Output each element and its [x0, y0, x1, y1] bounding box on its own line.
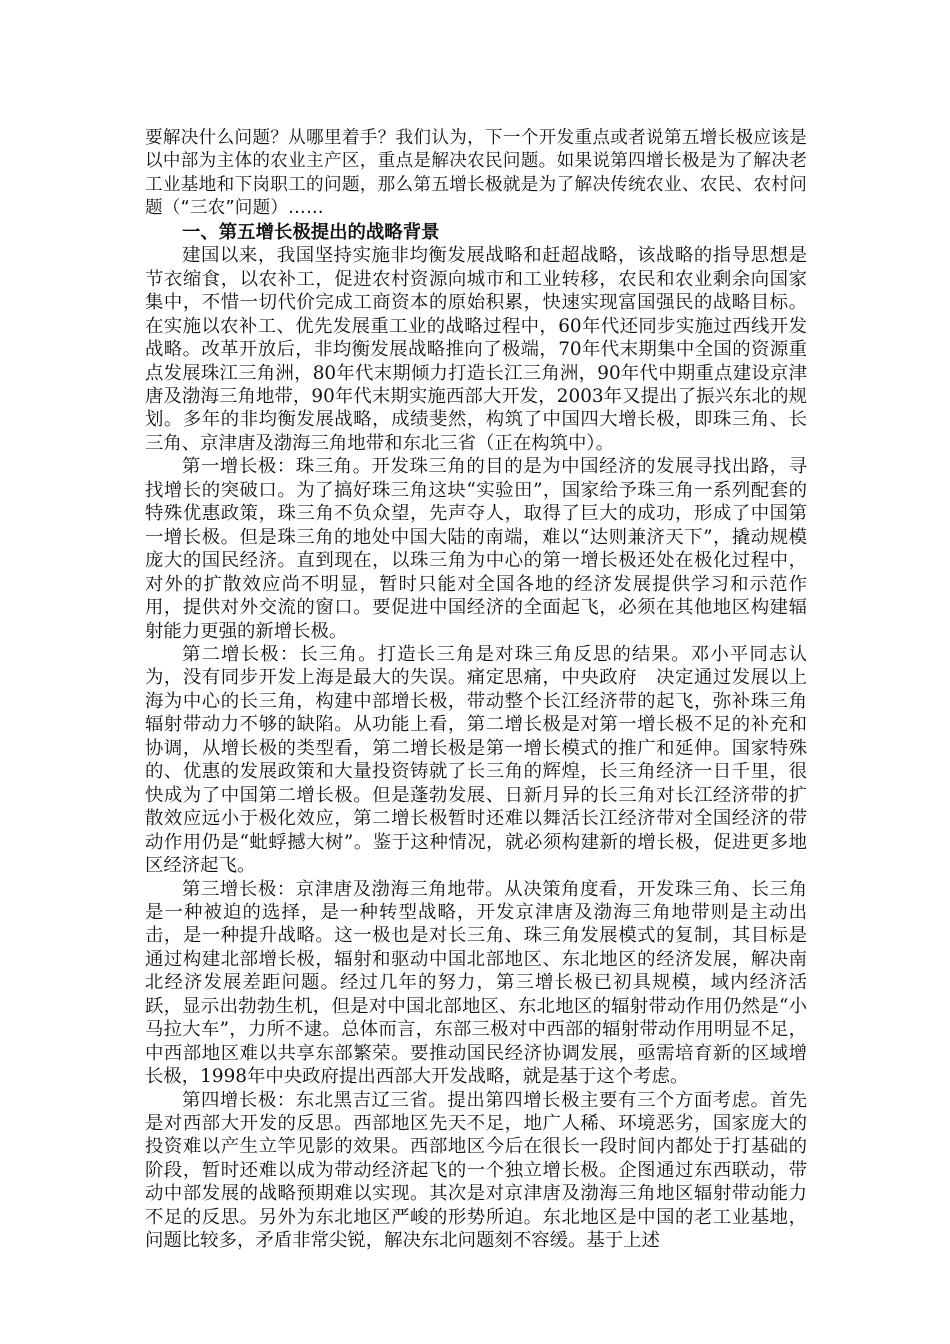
body-paragraph-first-pole: 第一增长极：珠三角。开发珠三角的目的是为中国经济的发展寻找出路，寻找增长的突破口。为了搞好珠三角这块“实验田”，国家给予珠三角一系列配套的特殊优惠政策，珠三角不负众望，先声夺人，取得了巨大的成功，形成了中国第一增长极。但是珠三角的地处中国大陆的南端，难以“达则兼济天下”，撬动规模庞大的国民经济。直到现在，以珠三角为中心的第一增长极还处在极化过程中，对外的扩散效应尚不明显，暂时只能对全国各地的经济发展提供学习和示范作用，提供对外交流的窗口。要促进中国经济的全面起飞，必须在其他地区构建辐射能力更强的新增长极。 [145, 456, 807, 642]
intro-paragraph: 要解决什么问题？从哪里着手？我们认为，下一个开发重点或者说第五增长极应该是以中部为主体的农业主产区，重点是解决农民问题。如果说第四增长极是为了解决老工业基地和下岗职工的问题，那么第五增长极就是为了解决传统农业、农民、农村问题（“三农”问题）…… [145, 128, 807, 219]
body-paragraph-third-pole: 第三增长极：京津唐及渤海三角地带。从决策角度看，开发珠三角、长三角是一种被迫的选择，是一种转型战略，开发京津唐及渤海三角地带则是主动出击，是一种提升战略。这一极也是对长三角、珠三角发展模式的复制，其目标是通过构建北部增长极，辐射和驱动中国北部地区、东北地区的经济发展，解决南北经济发展差距问题。经过几年的努力，第三增长极已初具规模，域内经济活跃，显示出勃勃生机，但是对中国北部地区、东北地区的辐射带动作用仍然是“小马拉大车”，力所不逮。总体而言，东部三极对中西部的辐射带动作用明显不足，中西部地区难以共享东部繁荣。要推动国民经济协调发展，亟需培育新的区域增长极，1998年中央政府提出西部大开发战略，就是基于这个考虑。 [145, 878, 807, 1088]
section-heading: 一、第五增长极提出的战略背景 [182, 221, 440, 243]
body-paragraph-fourth-pole: 第四增长极：东北黑吉辽三省。提出第四增长极主要有三个方面考虑。首先是对西部大开发的反思。西部地区先天不足，地广人稀、环境恶劣，国家庞大的投资难以产生立竿见影的效果。西部地区今后在很长一段时间内都处于打基础的阶段，暂时还难以成为带动经济起飞的一个独立增长极。企图通过东西联动，带动中部发展的战略预期难以实现。其次是对京津唐及渤海三角地区辐射带动能力不足的反思。另外为东北地区严峻的形势所迫。东北地区是中国的老工业基地，问题比较多，矛盾非常尖锐，解决东北问题刻不容缓。基于上述 [145, 1089, 807, 1252]
body-paragraph-background: 建国以来，我国坚持实施非均衡发展战略和赶超战略，该战略的指导思想是节衣缩食，以农补工，促进农村资源向城市和工业转移，农民和农业剩余向国家集中，不惜一切代价完成工商资本的原始积累，快速实现富国强民的战略目标。在实施以农补工、优先发展重工业的战略过程中，60年代还同步实施过西线开发战略。改革开放后，非均衡发展战略推向了极端，70年代末期集中全国的资源重点发展珠江三角洲，80年代末期倾力打造长江三角洲，90年代中期重点建设京津唐及渤海三角地带，90年代末期实施西部大开发，2003年又提出了振兴东北的规划。多年的非均衡发展战略，成绩斐然，构筑了中国四大增长极，即珠三角、长三角、京津唐及渤海三角地带和东北三省（正在构筑中）。 [145, 245, 807, 454]
document-page [145, 127, 807, 1253]
body-paragraph-second-pole: 第二增长极：长三角。打造长三角是对珠三角反思的结果。邓小平同志认为，没有同步开发上海是最大的失误。痛定思痛，中央政府 决定通过发展以上海为中心的长三角，构建中部增长极，带动整个长江经济带的起飞，弥补珠三角辐射带动力不够的缺陷。从功能上看，第二增长极是对第一增长极不足的补充和协调，从增长极的类型看，第二增长极是第一增长模式的推广和延伸。国家特殊的、优惠的发展政策和大量投资铸就了长三角的辉煌，长三角经济一日千里，很快成为了中国第二增长极。但是蓬勃发展、日新月异的长三角对长江经济带的扩散效应远小于极化效应，第二增长极暂时还难以舞活长江经济带对全国经济的带动作用仍是“蚍蜉撼大树”。鉴于这种情况，就必须构建新的增长极，促进更多地区经济起飞。 [145, 643, 807, 877]
